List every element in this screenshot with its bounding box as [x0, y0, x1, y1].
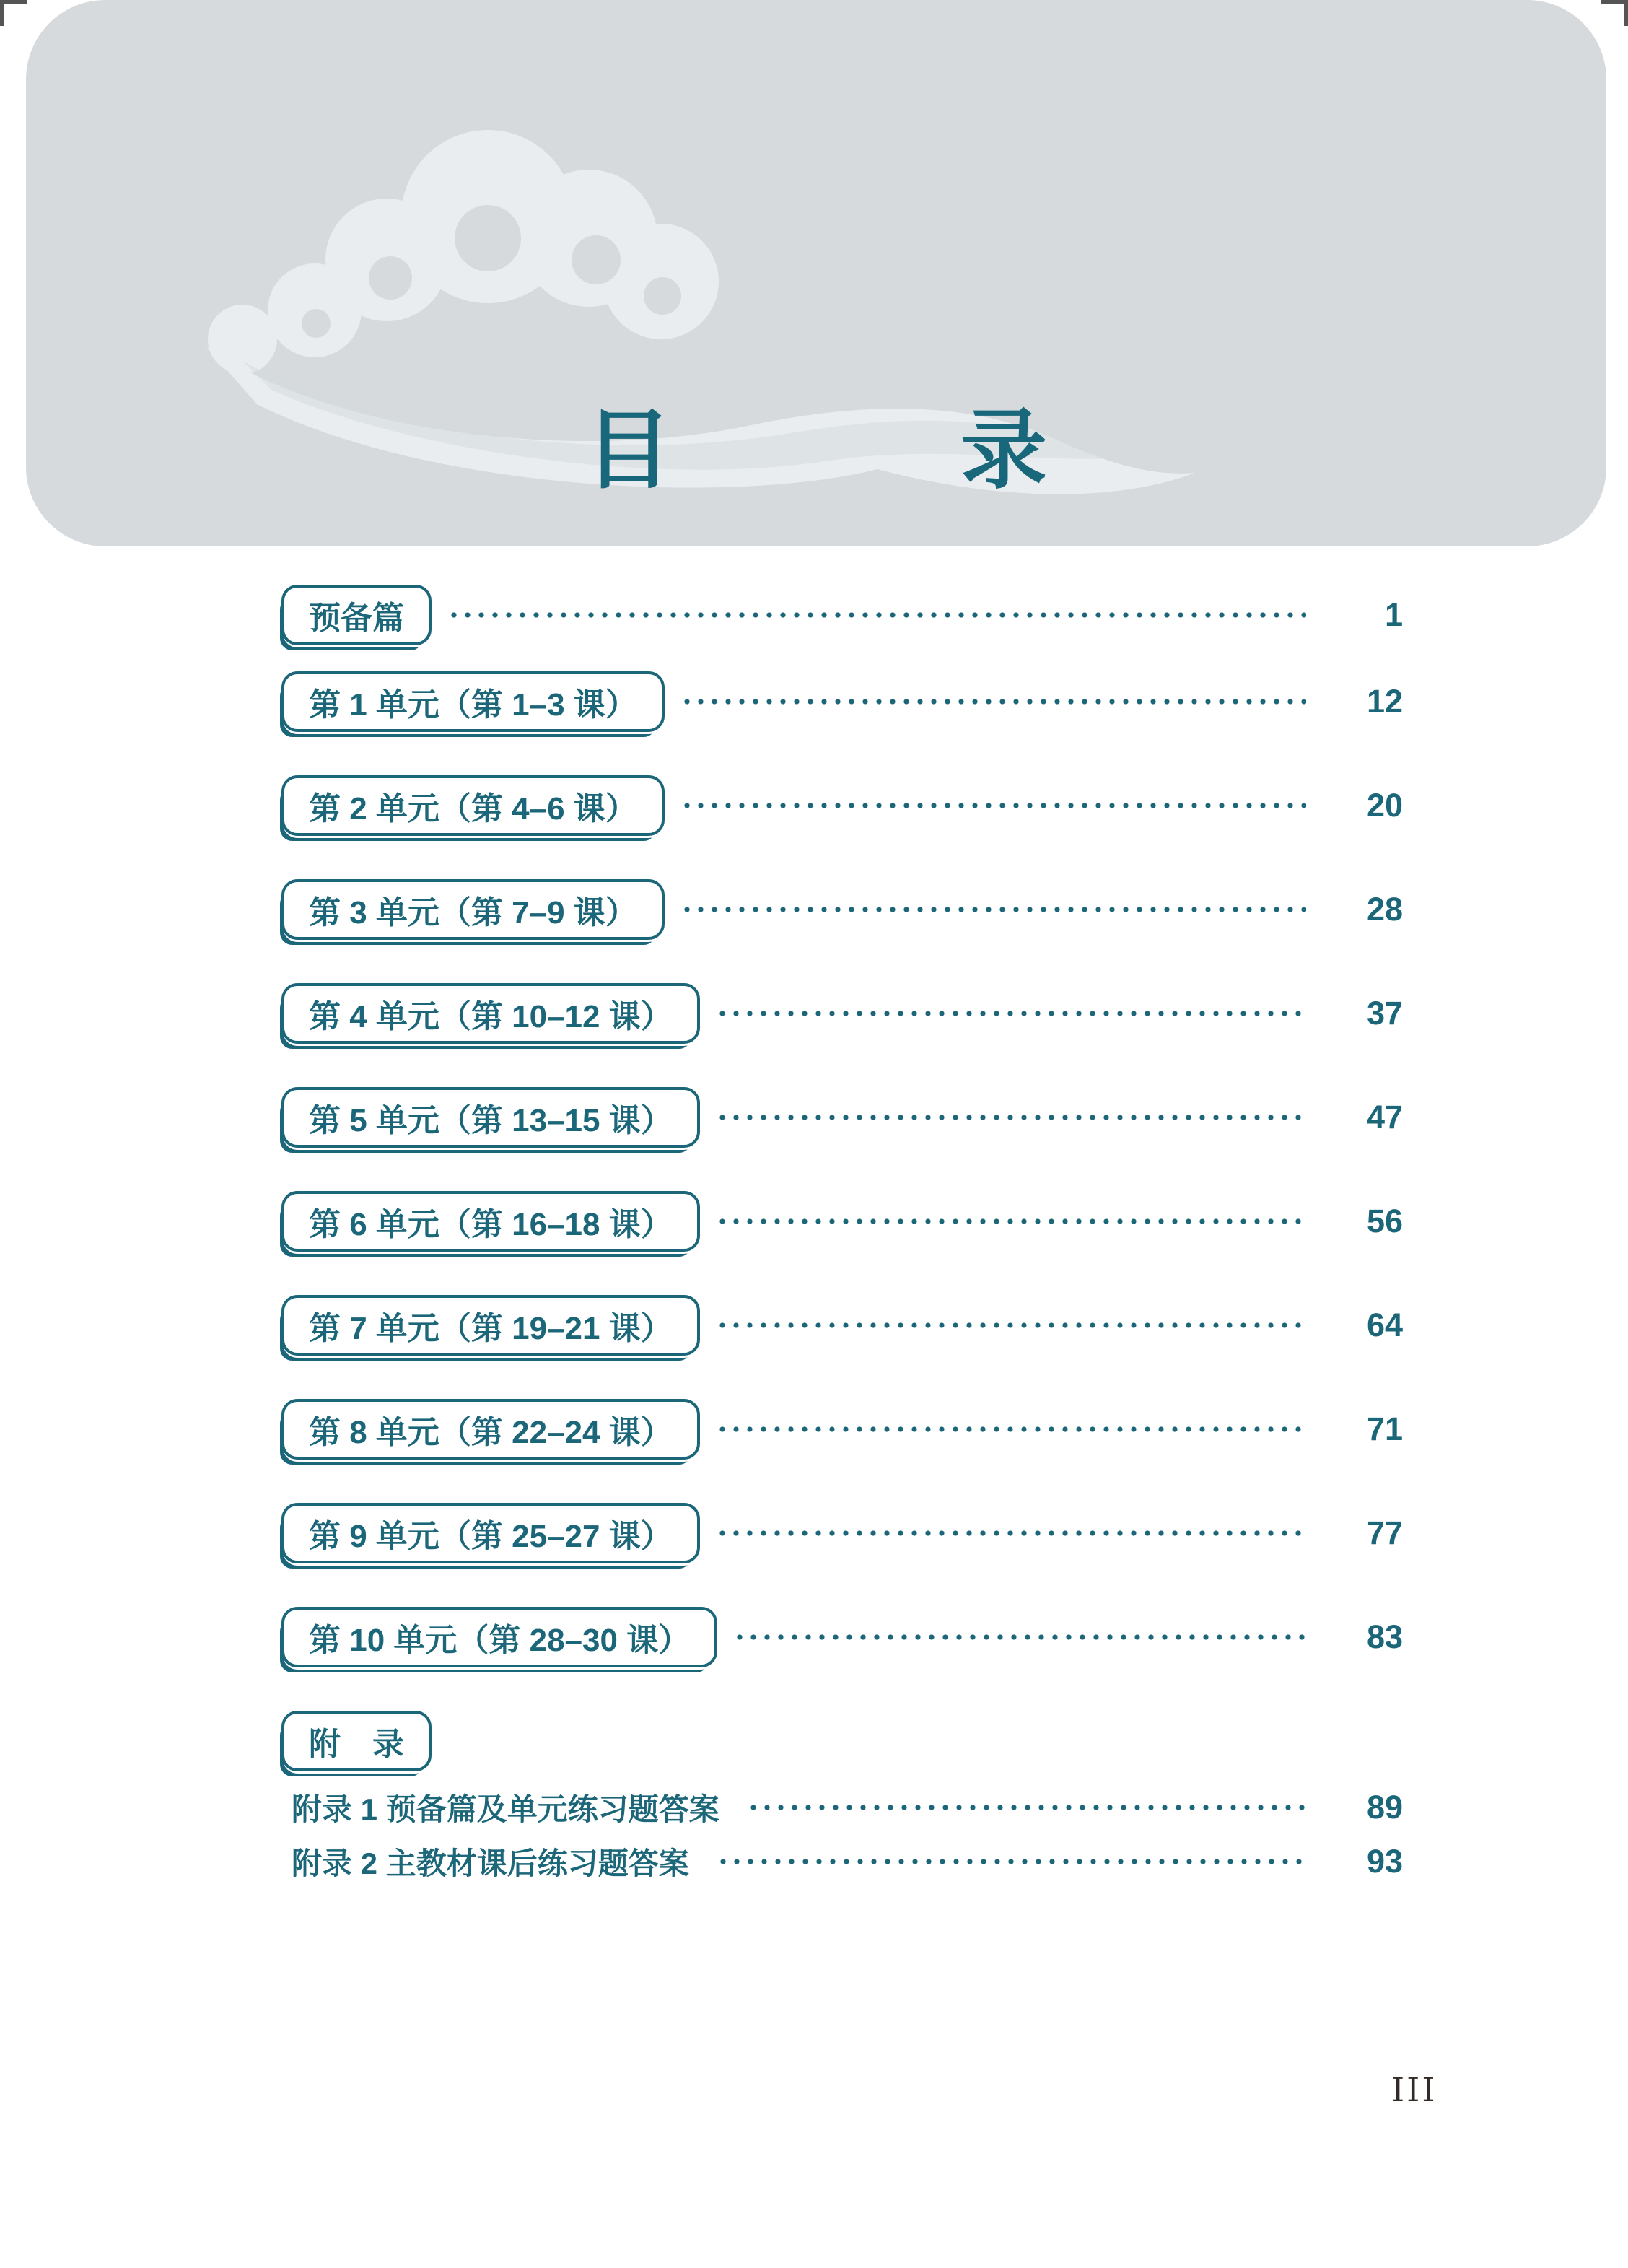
toc-row	[281, 585, 1403, 645]
toc-row	[281, 1607, 1403, 1667]
appendix-header-label: 附 录	[309, 1727, 404, 1762]
unit-label: 第 10 单元（第 28–30 课）	[309, 1623, 691, 1658]
unit-label: 第 3 单元（第 7–9 课）	[309, 895, 637, 930]
page-number: 64	[1366, 1307, 1403, 1343]
dot-leader	[733, 1633, 1306, 1641]
unit-label: 第 7 单元（第 19–21 课）	[309, 1311, 673, 1346]
page-number: 71	[1366, 1410, 1403, 1447]
unit-label: 第 4 单元（第 10–12 课）	[309, 999, 673, 1034]
unit-label: 第 9 单元（第 25–27 课）	[309, 1519, 673, 1554]
toc-row	[281, 1087, 1403, 1148]
unit-box	[281, 1503, 700, 1563]
toc-row	[281, 1191, 1403, 1252]
toc-list	[281, 585, 1403, 1884]
unit-box	[281, 1399, 700, 1460]
toc-row	[281, 1503, 1403, 1563]
unit-box	[281, 585, 432, 645]
toc-row	[281, 1399, 1403, 1460]
page-number: 37	[1366, 995, 1403, 1031]
page-number: 28	[1366, 891, 1403, 928]
unit-box	[281, 1607, 717, 1667]
unit-label: 预备篇	[309, 601, 404, 636]
dot-leader	[716, 1009, 1306, 1018]
header-banner	[26, 0, 1606, 546]
page-number: 93	[1366, 1843, 1403, 1880]
page-number: 20	[1366, 787, 1403, 824]
unit-label: 第 6 单元（第 16–18 课）	[309, 1207, 673, 1242]
dot-leader	[716, 1321, 1306, 1330]
page-number: 1	[1384, 596, 1403, 633]
crop-mark-top-left-icon	[0, 0, 27, 26]
appendix-header-box	[281, 1711, 432, 1771]
dot-leader	[747, 1803, 1306, 1812]
dot-leader	[716, 1217, 1306, 1226]
dot-leader	[447, 611, 1306, 619]
dot-leader	[716, 1529, 1306, 1538]
page-number: 83	[1366, 1618, 1403, 1655]
folio-page-number: III	[1391, 2070, 1437, 2109]
dot-leader	[680, 697, 1306, 706]
dot-leader	[716, 1113, 1306, 1122]
dot-leader	[717, 1857, 1306, 1866]
unit-box	[281, 671, 665, 732]
toc-row	[281, 775, 1403, 836]
page-number: 47	[1366, 1099, 1403, 1135]
dot-leader	[680, 801, 1306, 810]
unit-label: 第 5 单元（第 13–15 课）	[309, 1103, 673, 1138]
page-number: 56	[1366, 1203, 1403, 1239]
appendix-row	[281, 1785, 1403, 1830]
unit-label: 第 8 单元（第 22–24 课）	[309, 1415, 673, 1450]
unit-label: 第 1 单元（第 1–3 课）	[309, 687, 637, 723]
appendix-header-row	[281, 1711, 1403, 1771]
page-title: 目 录	[585, 399, 1148, 501]
unit-box	[281, 1295, 700, 1356]
toc-row	[281, 671, 1403, 732]
unit-box	[281, 1191, 700, 1252]
page-number: 77	[1366, 1514, 1403, 1551]
page-number: 89	[1366, 1789, 1403, 1826]
unit-box	[281, 983, 700, 1044]
page-number: 12	[1366, 683, 1403, 720]
appendix-label: 附录 1 预备篇及单元练习题答案	[292, 1792, 719, 1826]
unit-box	[281, 879, 665, 940]
unit-label: 第 2 单元（第 4–6 课）	[309, 791, 637, 826]
dot-leader	[716, 1425, 1306, 1434]
unit-box	[281, 775, 665, 836]
toc-row	[281, 983, 1403, 1044]
toc-row	[281, 1295, 1403, 1356]
appendix-row	[281, 1839, 1403, 1884]
appendix-label: 附录 2 主教材课后练习题答案	[292, 1846, 689, 1880]
dot-leader	[680, 905, 1306, 914]
unit-box	[281, 1087, 700, 1148]
toc-row	[281, 879, 1403, 940]
